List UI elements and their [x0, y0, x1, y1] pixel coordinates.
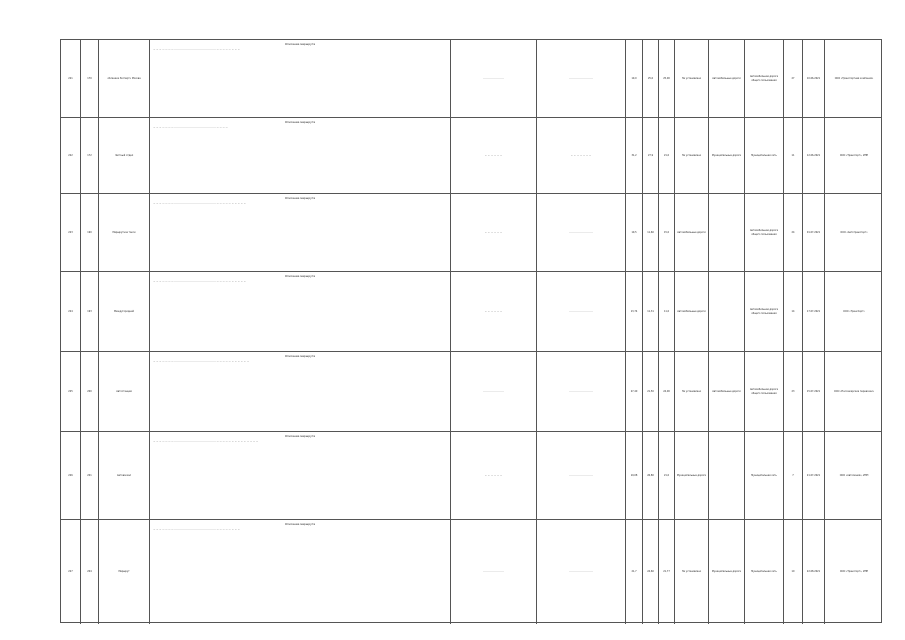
road-class-text: Автомобильная дорога общего пользования [749, 229, 779, 236]
route-description-title: Описание маршрута [284, 274, 316, 278]
length-forward-cell [626, 432, 643, 519]
row-number-cell [61, 520, 81, 624]
route-description-text: … … … … … … … … … … … … … … … … … … … … … … … … … … … … … … … … … … … [153, 439, 259, 443]
road-type-text: Муниципальные дороги [711, 570, 742, 574]
road-class-text: Муниципальная сеть [751, 570, 777, 574]
length-forward-text: 19,08 [630, 473, 638, 477]
distance-cell [659, 352, 675, 431]
stops-list-cell [451, 272, 537, 351]
stop-type-text: Не установлено [681, 570, 702, 574]
route-number-text: 193 [87, 309, 92, 313]
length-backward-cell [643, 432, 659, 519]
row-number-text: 223 [68, 230, 73, 234]
stop-type-cell [675, 194, 709, 271]
road-class-cell [745, 432, 784, 519]
row-number-text: 224 [68, 309, 73, 313]
start-date-text: 01.07.2021 [806, 230, 821, 234]
vehicle-count-cell [784, 272, 803, 351]
streets-list-text: … … … … … … … … [569, 309, 593, 313]
route-description-title: Описание маршрута [284, 434, 316, 438]
start-date-text: 15.07.2021 [806, 389, 821, 393]
road-class-text: Муниципальная сеть [751, 153, 777, 157]
carrier-org-text: ООО «Автотранспорт» [840, 230, 868, 234]
distance-cell [659, 432, 675, 519]
road-class-text: Автомобильная дорога общего пользования [749, 308, 779, 315]
table-row [61, 118, 881, 194]
road-type-text: Муниципальные дороги [711, 153, 742, 157]
row-number-text: 225 [68, 389, 73, 393]
streets-list-text: … … … … … … … … [569, 230, 593, 234]
stops-list-text: … … … … … … … [483, 76, 504, 80]
route-description-title: Описание маршрута [284, 120, 316, 124]
carrier-org-cell [825, 118, 883, 193]
road-class-cell [745, 272, 784, 351]
length-forward-cell [626, 520, 643, 624]
streets-list-cell [537, 40, 626, 117]
length-backward-text: 24,60 [647, 570, 654, 574]
route-name-text: Автовокзал [117, 473, 131, 477]
road-type-cell [709, 118, 745, 193]
start-date-text: 17.07.2021 [806, 309, 821, 313]
stop-type-cell [675, 352, 709, 431]
distance-cell [659, 118, 675, 193]
carrier-org-text: ООО «Транспортная компания» [834, 76, 874, 80]
route-description-cell [150, 520, 451, 624]
length-backward-text: 21,50 [647, 389, 654, 393]
streets-list-cell [537, 272, 626, 351]
registry-table [60, 39, 882, 623]
stops-list-text: … … … … … … [484, 153, 503, 157]
streets-list-cell [537, 194, 626, 271]
streets-list-text: … … … … … … … … [569, 570, 593, 574]
carrier-org-text: ООО «Транспорт», ИНН [839, 570, 869, 574]
start-date-text: 10.06.2021 [806, 76, 821, 80]
route-number-text: 201 [87, 473, 92, 477]
stop-type-cell [675, 432, 709, 519]
route-number-text: 204 [87, 570, 92, 574]
length-forward-text: 10,0 [631, 76, 637, 80]
row-number-cell [61, 40, 81, 117]
table-row [61, 272, 881, 352]
start-date-text: 21.07.2021 [806, 473, 821, 477]
stop-type-text: Не установлено [681, 76, 702, 80]
stop-type-text: Не установлено [681, 389, 702, 393]
carrier-org-cell [825, 352, 883, 431]
vehicle-count-text: 27 [791, 76, 795, 80]
stop-type-cell [675, 118, 709, 193]
row-number-cell [61, 194, 81, 271]
start-date-cell [803, 432, 825, 519]
stops-list-text: … … … … … … [484, 309, 503, 313]
length-backward-text: 11,31 [647, 309, 654, 313]
length-forward-text: 27,40 [630, 389, 638, 393]
length-forward-text: 21,7 [631, 570, 637, 574]
route-number-text: 170 [87, 76, 92, 80]
start-date-cell [803, 194, 825, 271]
route-description-cell [150, 194, 451, 271]
route-number-cell [81, 40, 99, 117]
row-number-text: 221 [68, 76, 73, 80]
length-backward-cell [643, 352, 659, 431]
distance-text: 11,0 [663, 309, 670, 313]
road-class-cell [745, 520, 784, 624]
vehicle-count-cell [784, 118, 803, 193]
route-description-text: … … … … … … … … … … … … … … … … … … … … … … … … … … … … … [153, 527, 241, 531]
vehicle-count-cell [784, 432, 803, 519]
vehicle-count-text: 11 [791, 153, 795, 157]
route-name-text: «Клиника Эксперт» Москва [107, 76, 141, 80]
route-description-title: Описание маршрута [284, 522, 316, 526]
route-description-text: … … … … … … … … … … … … … … … … … … … … … … … … … … … … … … … [153, 201, 247, 205]
distance-cell [659, 520, 675, 624]
vehicle-count-text: 10 [791, 570, 795, 574]
route-name-cell [99, 118, 150, 193]
route-number-cell [81, 272, 99, 351]
carrier-org-text: ООО «Пассажирские перевозки» [834, 389, 874, 393]
road-type-text: Автомобильные дороги [712, 389, 741, 393]
route-name-cell [99, 40, 150, 117]
stops-list-text: … … … … … … … [483, 389, 504, 393]
length-forward-text: 10,5 [631, 230, 637, 234]
streets-list-cell [537, 118, 626, 193]
table-row [61, 194, 881, 272]
route-name-cell [99, 352, 150, 431]
vehicle-count-text: 14 [791, 309, 795, 313]
road-type-cell [709, 432, 745, 519]
route-name-text: Маршрутное такси [112, 230, 136, 234]
length-backward-cell [643, 40, 659, 117]
route-description-text: … … … … … … … … … … … … … … … … … … … … … … … … … [153, 125, 228, 129]
stop-type-cell [675, 520, 709, 624]
route-description-text: … … … … … … … … … … … … … … … … … … … … … … … … … … … … … … … [153, 279, 247, 283]
stop-type-cell [675, 272, 709, 351]
road-type-text: Автомобильные дороги [712, 76, 741, 80]
route-description-cell [150, 118, 451, 193]
length-backward-cell [643, 118, 659, 193]
route-number-cell [81, 520, 99, 624]
vehicle-count-cell [784, 520, 803, 624]
stops-list-cell [451, 118, 537, 193]
road-class-cell [745, 194, 784, 271]
stop-type-text: Не установлено [681, 153, 702, 157]
route-name-text: Частный отдел [114, 153, 134, 157]
length-forward-cell [626, 40, 643, 117]
stops-list-text: … … … … … … [484, 473, 503, 477]
route-name-cell [99, 432, 150, 519]
road-class-cell [745, 118, 784, 193]
row-number-cell [61, 352, 81, 431]
route-name-text: Междугородний [114, 309, 134, 313]
length-backward-text: 11,60 [647, 230, 654, 234]
route-number-cell [81, 118, 99, 193]
start-date-text: 22.08.2021 [806, 570, 821, 574]
start-date-cell [803, 352, 825, 431]
carrier-org-cell [825, 194, 883, 271]
length-forward-cell [626, 194, 643, 271]
stops-list-cell [451, 432, 537, 519]
length-backward-cell [643, 194, 659, 271]
distance-text: 21,77 [663, 570, 670, 574]
table-row [61, 352, 881, 432]
route-number-text: 200 [87, 389, 92, 393]
distance-text: 24,00 [663, 389, 670, 393]
route-description-cell [150, 432, 451, 519]
road-type-cell [709, 272, 745, 351]
start-date-cell [803, 520, 825, 624]
route-description-text: … … … … … … … … … … … … … … … … … … … … … … … … … … … … … … … … [153, 359, 250, 363]
route-number-cell [81, 352, 99, 431]
carrier-org-cell [825, 432, 883, 519]
distance-text: 21,0 [663, 153, 670, 157]
table-row [61, 40, 881, 118]
length-forward-cell [626, 352, 643, 431]
road-type-cell [709, 194, 745, 271]
route-name-text: Маршрут [118, 570, 130, 574]
streets-list-cell [537, 432, 626, 519]
row-number-cell [61, 432, 81, 519]
length-backward-cell [643, 272, 659, 351]
length-backward-text: 26,80 [647, 473, 654, 477]
road-type-cell [709, 352, 745, 431]
streets-list-cell [537, 352, 626, 431]
row-number-text: 222 [68, 153, 73, 157]
streets-list-text: … … … … … … … [570, 153, 592, 157]
start-date-cell [803, 272, 825, 351]
length-forward-text: 13,74 [630, 309, 638, 313]
distance-cell [659, 40, 675, 117]
route-description-title: Описание маршрута [284, 196, 316, 200]
route-description-title: Описание маршрута [284, 42, 316, 46]
stops-list-text: … … … … … … … [483, 570, 504, 574]
route-number-cell [81, 432, 99, 519]
distance-text: 15,0 [663, 230, 670, 234]
stops-list-cell [451, 520, 537, 624]
route-description-title: Описание маршрута [284, 354, 316, 358]
length-forward-text: 31,2 [631, 153, 637, 157]
stop-type-text: Автомобильные дороги [677, 230, 706, 234]
start-date-cell [803, 40, 825, 117]
streets-list-text: … … … … … … … … [569, 389, 593, 393]
route-number-text: 172 [87, 153, 92, 157]
road-class-text: Автомобильная дорога общего пользования [749, 75, 779, 82]
carrier-org-cell [825, 40, 883, 117]
route-name-cell [99, 194, 150, 271]
stop-type-text: Автомобильные дороги [677, 309, 706, 313]
road-class-cell [745, 40, 784, 117]
route-description-cell [150, 352, 451, 431]
route-name-cell [99, 272, 150, 351]
distance-cell [659, 194, 675, 271]
vehicle-count-cell [784, 194, 803, 271]
length-forward-cell [626, 272, 643, 351]
vehicle-count-text: 24 [791, 230, 795, 234]
carrier-org-text: ООО «Транспорт» [843, 309, 865, 313]
stops-list-cell [451, 194, 537, 271]
row-number-cell [61, 118, 81, 193]
road-class-cell [745, 352, 784, 431]
start-date-cell [803, 118, 825, 193]
carrier-org-text: ООО «Транспорт», ИНН [839, 153, 869, 157]
route-name-text: Автостанция [116, 389, 132, 393]
stops-list-cell [451, 40, 537, 117]
route-number-text: 190 [87, 230, 92, 234]
streets-list-text: … … … … … … … … [569, 473, 593, 477]
row-number-text: 226 [68, 473, 73, 477]
stops-list-cell [451, 352, 537, 431]
vehicle-count-text: 7 [792, 473, 794, 477]
streets-list-cell [537, 520, 626, 624]
carrier-org-cell [825, 272, 883, 351]
stop-type-text: Муниципальные дороги [676, 473, 707, 477]
row-number-cell [61, 272, 81, 351]
row-number-text: 227 [68, 570, 73, 574]
route-name-cell [99, 520, 150, 624]
distance-cell [659, 272, 675, 351]
route-description-cell [150, 272, 451, 351]
carrier-org-cell [825, 520, 883, 624]
start-date-text: 12.06.2021 [806, 153, 821, 157]
vehicle-count-cell [784, 40, 803, 117]
vehicle-count-text: 23 [791, 389, 795, 393]
route-description-text: … … … … … … … … … … … … … … … … … … … … … … … … … … … … … [153, 47, 241, 51]
road-class-text: Муниципальная сеть [751, 473, 777, 477]
vehicle-count-cell [784, 352, 803, 431]
table-row [61, 432, 881, 520]
stop-type-cell [675, 40, 709, 117]
stops-list-text: … … … … … … [484, 230, 503, 234]
length-backward-cell [643, 520, 659, 624]
length-backward-text: 27,9 [647, 153, 654, 157]
table-row [61, 520, 881, 624]
carrier-org-text: ООО «Автолиния», ИНН [839, 473, 869, 477]
route-description-cell [150, 40, 451, 117]
length-forward-cell [626, 118, 643, 193]
road-type-cell [709, 40, 745, 117]
distance-text: 21,0 [663, 473, 670, 477]
streets-list-text: … … … … … … … … [569, 76, 593, 80]
road-type-cell [709, 520, 745, 624]
route-number-cell [81, 194, 99, 271]
road-class-text: Автомобильная дорога общего пользования [749, 388, 779, 395]
length-backward-text: 25,0 [647, 76, 654, 80]
distance-text: 25,00 [663, 76, 670, 80]
